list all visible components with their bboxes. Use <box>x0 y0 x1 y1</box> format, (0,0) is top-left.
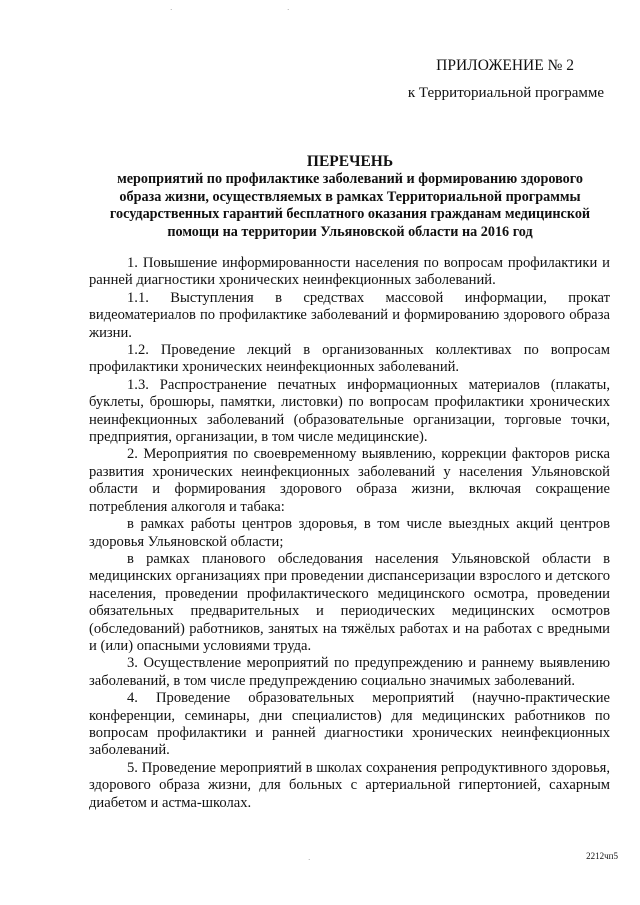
heading-line: помощи на территории Ульяновской области на 2016 год <box>167 223 533 240</box>
heading-line: мероприятий по профилактике заболеваний и формированию здорового <box>117 171 583 187</box>
paragraph-1-2: 1.2. Проведение лекций в организованных коллективах по вопросам профилактики хронических неинфекционных заболеваний. <box>89 342 610 376</box>
appendix-subtitle: к Территориальной программе <box>407 85 604 101</box>
scan-speck: · <box>287 6 290 14</box>
paragraph-4: 4. Проведение образовательных мероприятий (научно-практические конференции, семинары, дни специалистов) для медицинских работников по вопросам профилактики и ранней диагностики хронических неинфекционных заболеваний. <box>89 690 610 759</box>
paragraph-1: 1. Повышение информированности населения по вопросам профилактики и ранней диагностики хронических неинфекционных заболеваний. <box>89 255 610 289</box>
paragraph-1-1: 1.1. Выступления в средствах массовой информации, прокат видеоматериалов по профилактике заболеваний и формированию здорового образа жизни. <box>89 289 610 341</box>
paragraph-2-health-centers: в рамках работы центров здоровья, в том числе выездных акций центров здоровья Ульяновской области; <box>89 516 610 550</box>
appendix-title: ПРИЛОЖЕНИЕ № 2 <box>436 57 574 74</box>
paragraph-5: 5. Проведение мероприятий в школах сохранения репродуктивного здоровья, здорового образа жизни, для больных с артериальной гипертонией, сахарным диабетом и астма-школах. <box>89 759 610 811</box>
document-body <box>89 255 610 812</box>
document-title: ПЕРЕЧЕНЬ <box>306 153 394 170</box>
scan-speck: · <box>308 856 311 864</box>
paragraph-3: 3. Осуществление мероприятий по предупреждению и раннему выявлению заболеваний, в том числе предупреждению социально значимых заболеваний. <box>89 655 610 689</box>
document-heading <box>80 171 620 241</box>
paragraph-1-3: 1.3. Распространение печатных информационных материалов (плакаты, буклеты, брошюры, памятки, листовки) по вопросам профилактики хронических неинфекционных заболеваний (образовательные организации, торговые точки, предприятия, организации, в том числе медицинские). <box>89 376 610 446</box>
heading-line: образа жизни, осуществляемых в рамках Территориальной программы <box>119 188 581 205</box>
footer-document-code: 2212чп5 <box>586 851 618 861</box>
scan-speck: · <box>170 6 173 14</box>
heading-line: государственных гарантий бесплатного оказания гражданам медицинской <box>109 206 591 222</box>
paragraph-2: 2. Мероприятия по своевременному выявлению, коррекции факторов риска развития хронических неинфекционных заболеваний у населения Ульяновской области и формирования здорового образа жизни, включая сокращение потребления алкоголя и табака: <box>89 446 610 515</box>
paragraph-2-planned-examination: в рамках планового обследования населения Ульяновской области в медицинских организациях при проведении диспансеризации взрослого и детского населения, проведении профилактического медицинского осмотра, проведении обязательных предварительных и периодических медицинских осмотров (обследований) работников, занятых на тяжёлых работах и на работах с вредными и (или) опасными условиями труда. <box>89 550 610 654</box>
